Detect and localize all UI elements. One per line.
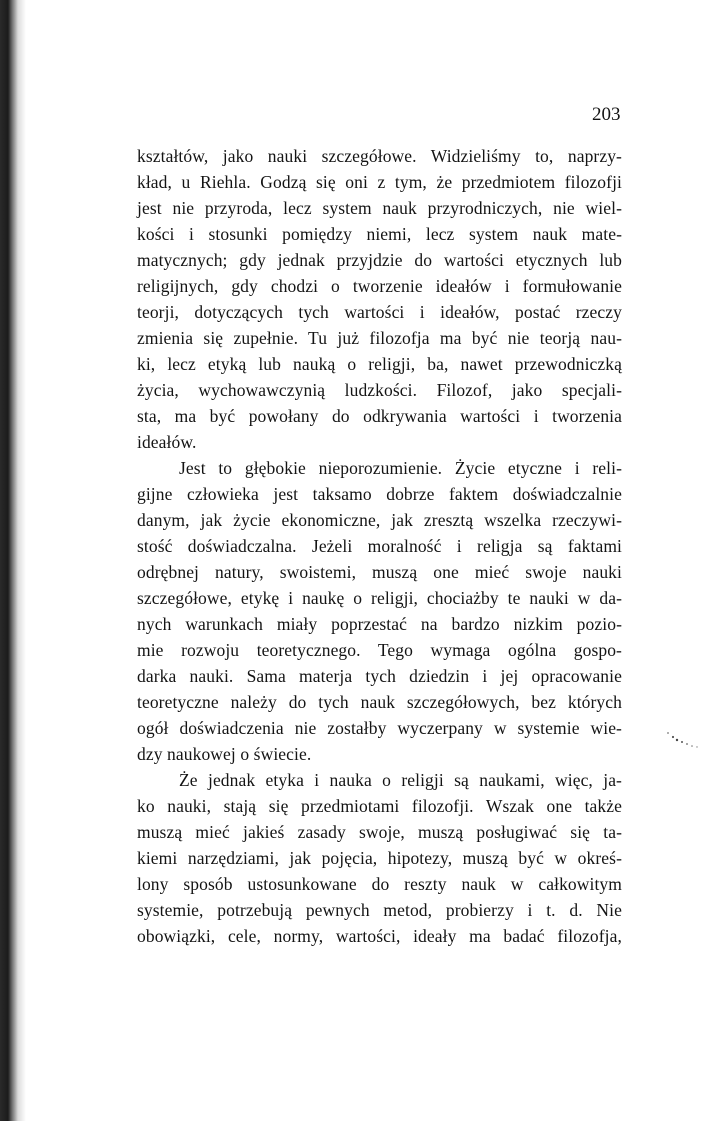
- text-line: Że jednak etyka i nauka o religji są naukami, więc, ja-: [179, 770, 622, 790]
- text-line: kład, u Riehla. Godzą się oni z tym, że przedmiotem filozofji: [137, 172, 622, 192]
- text-line: matycznych; gdy jednak przyjdzie do wartości etycznych lub: [137, 250, 622, 270]
- text-line: ogół doświadczenia nie zostałby wyczerpany w systemie wie-: [137, 718, 622, 738]
- text-line: zmienia się zupełnie. Tu już filozofja ma być nie teorją nau-: [137, 328, 622, 348]
- text-line: Jest to głębokie nieporozumienie. Życie etyczne i reli-: [179, 458, 622, 478]
- text-line: ki, lecz etyką lub nauką o religji, ba, nawet przewodniczką: [137, 354, 622, 374]
- text-line: odrębnej natury, swoistemi, muszą one mieć swoje nauki: [137, 562, 622, 582]
- text-line: dzy naukowej o świecie.: [137, 744, 312, 764]
- text-line: darka nauki. Sama materja tych dziedzin i jej opracowanie: [137, 666, 622, 686]
- text-line: kiemi narzędziami, jak pojęcia, hipotezy, muszą być w okreś-: [137, 848, 622, 868]
- text-line: muszą mieć jakieś zasady swoje, muszą posługiwać się ta-: [137, 822, 622, 842]
- text-line: danym, jak życie ekonomiczne, jak zresztą wszelka rzeczywi-: [137, 510, 622, 530]
- text-line: gijne człowieka jest taksamo dobrze faktem doświadczalnie: [137, 484, 622, 504]
- text-line: ko nauki, stają się przedmiotami filozofji. Wszak one także: [137, 796, 622, 816]
- text-line: mie rozwoju teoretycznego. Tego wymaga ogólna gospo-: [137, 640, 622, 660]
- text-line: religijnych, gdy chodzi o tworzenie ideałów i formułowanie: [137, 276, 622, 296]
- text-line: nych warunkach miały poprzestać na bardzo nizkim pozio-: [137, 614, 622, 634]
- scan-speck: [664, 729, 700, 751]
- text-line: systemie, potrzebują pewnych metod, probierzy i t. d. Nie: [137, 900, 622, 920]
- text-line: kształtów, jako nauki szczegółowe. Widzieliśmy to, naprzy-: [137, 146, 622, 166]
- book-spine-edge: [0, 0, 26, 1121]
- text-line: sta, ma być powołany do odkrywania wartości i tworzenia: [137, 406, 622, 426]
- page-number: 203: [592, 104, 621, 125]
- text-line: jest nie przyroda, lecz system nauk przyrodniczych, nie wiel-: [137, 198, 622, 218]
- text-line: stość doświadczalna. Jeżeli moralność i religja są faktami: [137, 536, 622, 556]
- text-line: życia, wychowawczynią ludzkości. Filozof, jako specjali-: [137, 380, 622, 400]
- text-line: kości i stosunki pomiędzy niemi, lecz system nauk mate-: [137, 224, 622, 244]
- text-line: ideałów.: [137, 432, 197, 452]
- text-line: teoretyczne należy do tych nauk szczegółowych, bez których: [137, 692, 622, 712]
- text-line: obowiązki, cele, normy, wartości, ideały ma badać filozofja,: [137, 926, 622, 946]
- text-line: teorji, dotyczących tych wartości i ideałów, postać rzeczy: [137, 302, 622, 322]
- text-line: lony sposób ustosunkowane do reszty nauk w całkowitym: [137, 874, 622, 894]
- body-text: [137, 143, 622, 949]
- text-line: szczegółowe, etykę i naukę o religji, chociażby te nauki w da-: [137, 588, 622, 608]
